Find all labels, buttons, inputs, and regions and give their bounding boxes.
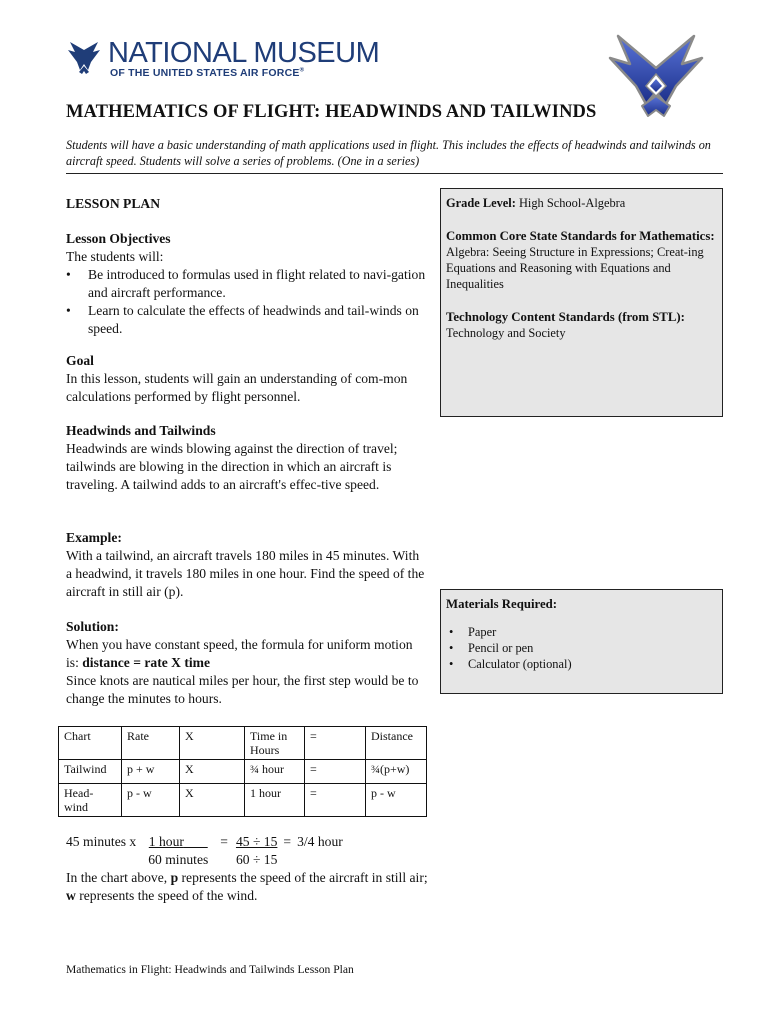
table-cell: Head-wind [59, 784, 122, 817]
table-cell: X [180, 784, 245, 817]
table-cell: = [305, 784, 366, 817]
fraction-1-denominator: 60 minutes [148, 852, 209, 867]
objectives-heading: Lesson Objectives [66, 231, 171, 246]
calc-prefix: 45 minutes x [66, 834, 137, 849]
list-item: • Pencil or pen [449, 641, 534, 655]
table-cell: ¾ hour [245, 760, 305, 784]
bullet-icon: • [66, 267, 71, 282]
example-section [66, 529, 428, 601]
table-cell: Distance [366, 727, 427, 760]
speed-chart-table [58, 726, 427, 817]
objectives-section [66, 230, 428, 338]
standards-box [440, 188, 723, 417]
winds-heading: Headwinds and Tailwinds [66, 423, 216, 438]
formula: distance = rate X time [82, 655, 211, 670]
bullet-icon: • [449, 657, 454, 671]
objectives-list [66, 266, 428, 338]
closing-text: In the chart above, p represents the speed of the aircraft in still air; w represents the speed of the wind. [66, 870, 428, 903]
grade-level: Grade Level: High School-Algebra [446, 196, 626, 210]
tech-heading: Technology Content Standards (from STL): [446, 310, 685, 324]
table-cell: 1 hour [245, 784, 305, 817]
fraction-1-numerator: 1 hour [148, 834, 184, 849]
table-cell: p - w [366, 784, 427, 817]
ccss-heading: Common Core State Standards for Mathematics: [446, 229, 715, 243]
table-cell: p - w [122, 784, 180, 817]
materials-heading: Materials Required: [446, 597, 558, 611]
fraction-2-numerator: 45 ÷ 15 [235, 834, 278, 849]
page-title: MATHEMATICS OF FLIGHT: HEADWINDS AND TAILWINDS [66, 102, 597, 122]
winds-text: Headwinds are winds blowing against the direction of travel; tailwinds are blowing in the direction in which an aircraft is traveling. A tailwind adds to an aircraft's effec-tive speed. [66, 441, 398, 492]
page-footer: Mathematics in Flight: Headwinds and Tailwinds Lesson Plan [66, 963, 354, 976]
tech-text: Technology and Society [446, 326, 566, 340]
bullet-icon: • [449, 625, 454, 639]
list-item: • Paper [449, 625, 497, 639]
materials-box [440, 589, 723, 694]
air-force-wings-icon [66, 40, 102, 80]
example-text: With a tailwind, an aircraft travels 180 miles in 45 minutes. With a headwind, it travels 180 miles in one hour. Find the speed of the aircraft in still air (p). [66, 548, 425, 599]
goal-section [66, 352, 428, 406]
unit-conversion [66, 833, 343, 869]
table-row [59, 784, 427, 817]
table-cell: = [305, 760, 366, 784]
solution-heading: Solution: [66, 619, 119, 634]
fraction-2-denominator: 60 ÷ 15 [235, 852, 278, 867]
table-cell: Tailwind [59, 760, 122, 784]
intro-text: Students will have a basic understanding of math applications used in flight. This includes the effects of headwinds and tailwinds on aircraft speed. Students will solve a series of problems. (One in a series) [66, 138, 711, 168]
calc-result: 3/4 hour [297, 834, 343, 849]
table-header-row [59, 727, 427, 760]
table-row [59, 760, 427, 784]
table-cell: X [180, 727, 245, 760]
goal-heading: Goal [66, 353, 94, 368]
lesson-plan-heading: LESSON PLAN [66, 196, 161, 211]
table-cell: Rate [122, 727, 180, 760]
museum-name: NATIONAL MUSEUM [108, 37, 380, 69]
bullet-icon: • [66, 303, 71, 318]
solution-text: When you have constant speed, the formula for uniform motion is: distance = rate X time [66, 637, 413, 670]
ccss-text: Algebra: Seeing Structure in Expressions; Creat-ing Equations and Reasoning with Equations and Inequalities [446, 245, 704, 291]
museum-subname: OF THE UNITED STATES AIR FORCE® [110, 67, 305, 79]
list-item: • Be introduced to formulas used in flight related to navi-gation and aircraft performance. [66, 267, 426, 300]
equals-1: = [220, 834, 228, 849]
table-cell: = [305, 727, 366, 760]
goal-text: In this lesson, students will gain an understanding of com-mon calculations performed by flight personnel. [66, 371, 408, 404]
table-cell: X [180, 760, 245, 784]
table-cell: Chart [59, 727, 122, 760]
list-item: • Learn to calculate the effects of headwinds and tail-winds on speed. [66, 303, 419, 336]
equals-2: = [283, 834, 292, 849]
list-item: • Calculator (optional) [449, 657, 572, 671]
bullet-icon: • [449, 641, 454, 655]
objectives-lead: The students will: [66, 249, 164, 264]
winds-section [66, 422, 428, 494]
divider [66, 173, 723, 174]
table-cell: ¾(p+w) [366, 760, 427, 784]
air-force-symbol-icon [606, 34, 706, 120]
solution-section [66, 618, 428, 708]
registered-mark: ® [299, 67, 305, 74]
example-heading: Example: [66, 530, 122, 545]
table-cell: p + w [122, 760, 180, 784]
materials-list [446, 624, 717, 672]
solution-text-2: Since knots are nautical miles per hour, the first step would be to change the minutes to hours. [66, 673, 419, 706]
table-cell: Time in Hours [245, 727, 305, 760]
